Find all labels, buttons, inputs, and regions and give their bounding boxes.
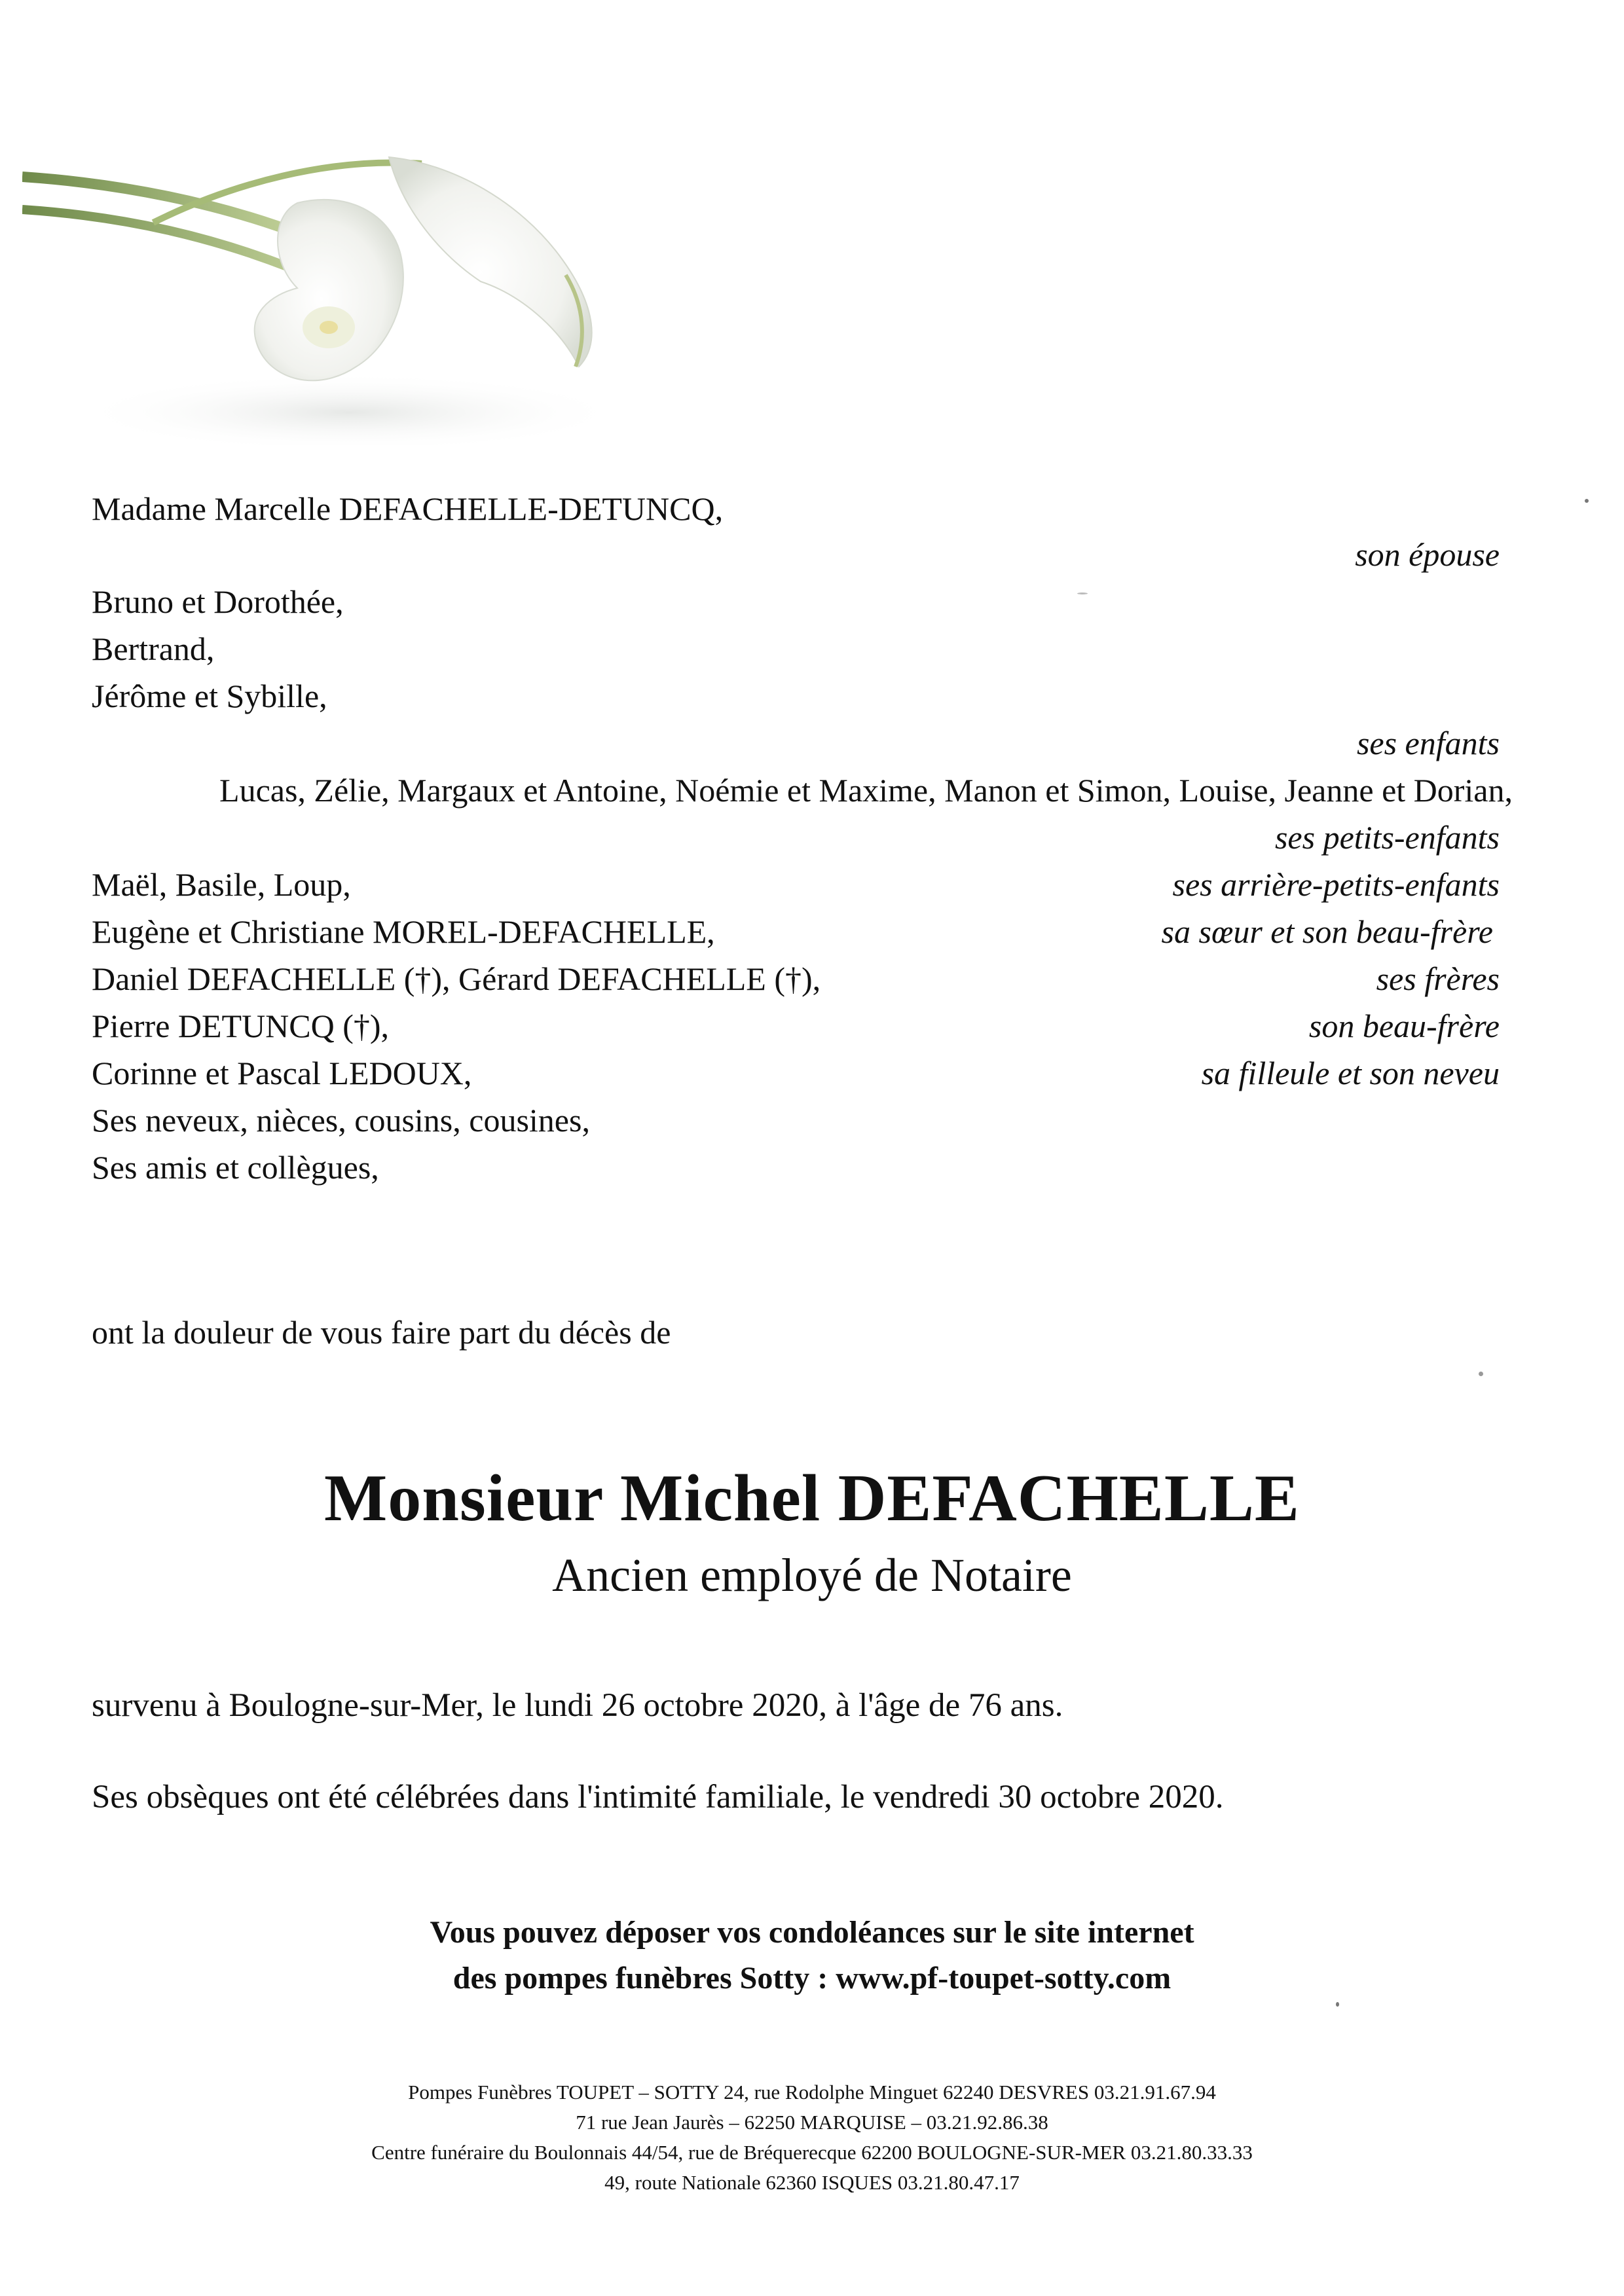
deceased-name: Monsieur Michel DEFACHELLE (324, 1461, 1300, 1535)
relative-name: Pierre DETUNCQ (†), (92, 1008, 390, 1044)
relative-relation: son beau-frère (1308, 1008, 1500, 1044)
relative-name: Ses neveux, nièces, cousins, cousines, (92, 1102, 590, 1139)
scan-speck (1336, 2002, 1339, 2007)
child-line: Bruno et Dorothée, (92, 583, 344, 620)
relative-name: Corinne et Pascal LEDOUX, (92, 1055, 472, 1091)
scan-speck (1585, 499, 1589, 503)
condolences-line-1: Vous pouvez déposer vos condoléances sur le site internet (430, 1915, 1194, 1950)
child-line: Bertrand, (92, 630, 215, 667)
relative-name: Maël, Basile, Loup, (92, 866, 351, 903)
relative-relation: ses frères (1376, 960, 1500, 997)
spouse-relation: son épouse (1355, 536, 1500, 573)
scan-speck (1479, 1372, 1483, 1376)
grandchildren-names: Lucas, Zélie, Margaux et Antoine, Noémie et Maxime, Manon et Simon, Louise, Jeanne et Dorian, (219, 772, 1513, 809)
condolences-line-2: des pompes funèbres Sotty : www.pf-toupet-sotty.com (452, 1961, 1172, 1995)
announcement-text: ont la douleur de vous faire part du décès de (92, 1314, 671, 1351)
footer-line: Centre funéraire du Boulonnais 44/54, rue de Bréquerecque 62200 BOULOGNE-SUR-MER 03.21.80.33.33 (371, 2141, 1253, 2164)
grandchildren-relation: ses petits-enfants (1274, 819, 1500, 856)
relative-name: Daniel DEFACHELLE (†), Gérard DEFACHELLE (†), (92, 960, 821, 997)
children-relation: ses enfants (1356, 725, 1500, 761)
relative-relation: sa filleule et son neveu (1201, 1055, 1500, 1091)
spouse-name: Madame Marcelle DEFACHELLE-DETUNCQ, (92, 490, 724, 527)
footer-line: 49, route Nationale 62360 ISQUES 03.21.80.47.17 (604, 2171, 1020, 2194)
funeral-details: Ses obsèques ont été célébrées dans l'intimité familiale, le vendredi 30 octobre 2020. (92, 1779, 1224, 1815)
relative-relation: sa sœur et son beau-frère (1161, 913, 1493, 950)
relative-relation: ses arrière-petits-enfants (1172, 866, 1500, 903)
relative-name: Eugène et Christiane MOREL-DEFACHELLE, (92, 913, 715, 950)
footer-line: Pompes Funèbres TOUPET – SOTTY 24, rue Rodolphe Minguet 62240 DESVRES 03.21.91.67.94 (408, 2081, 1216, 2104)
relative-name: Ses amis et collègues, (92, 1149, 379, 1186)
calla-lily-image (22, 131, 625, 445)
scan-speck (1077, 592, 1088, 594)
footer-line: 71 rue Jean Jaurès – 62250 MARQUISE – 03.21.92.86.38 (576, 2111, 1048, 2134)
death-details: survenu à Boulogne-sur-Mer, le lundi 26 octobre 2020, à l'âge de 76 ans. (92, 1687, 1063, 1724)
child-line: Jérôme et Sybille, (92, 678, 327, 714)
deceased-title: Ancien employé de Notaire (552, 1549, 1072, 1601)
